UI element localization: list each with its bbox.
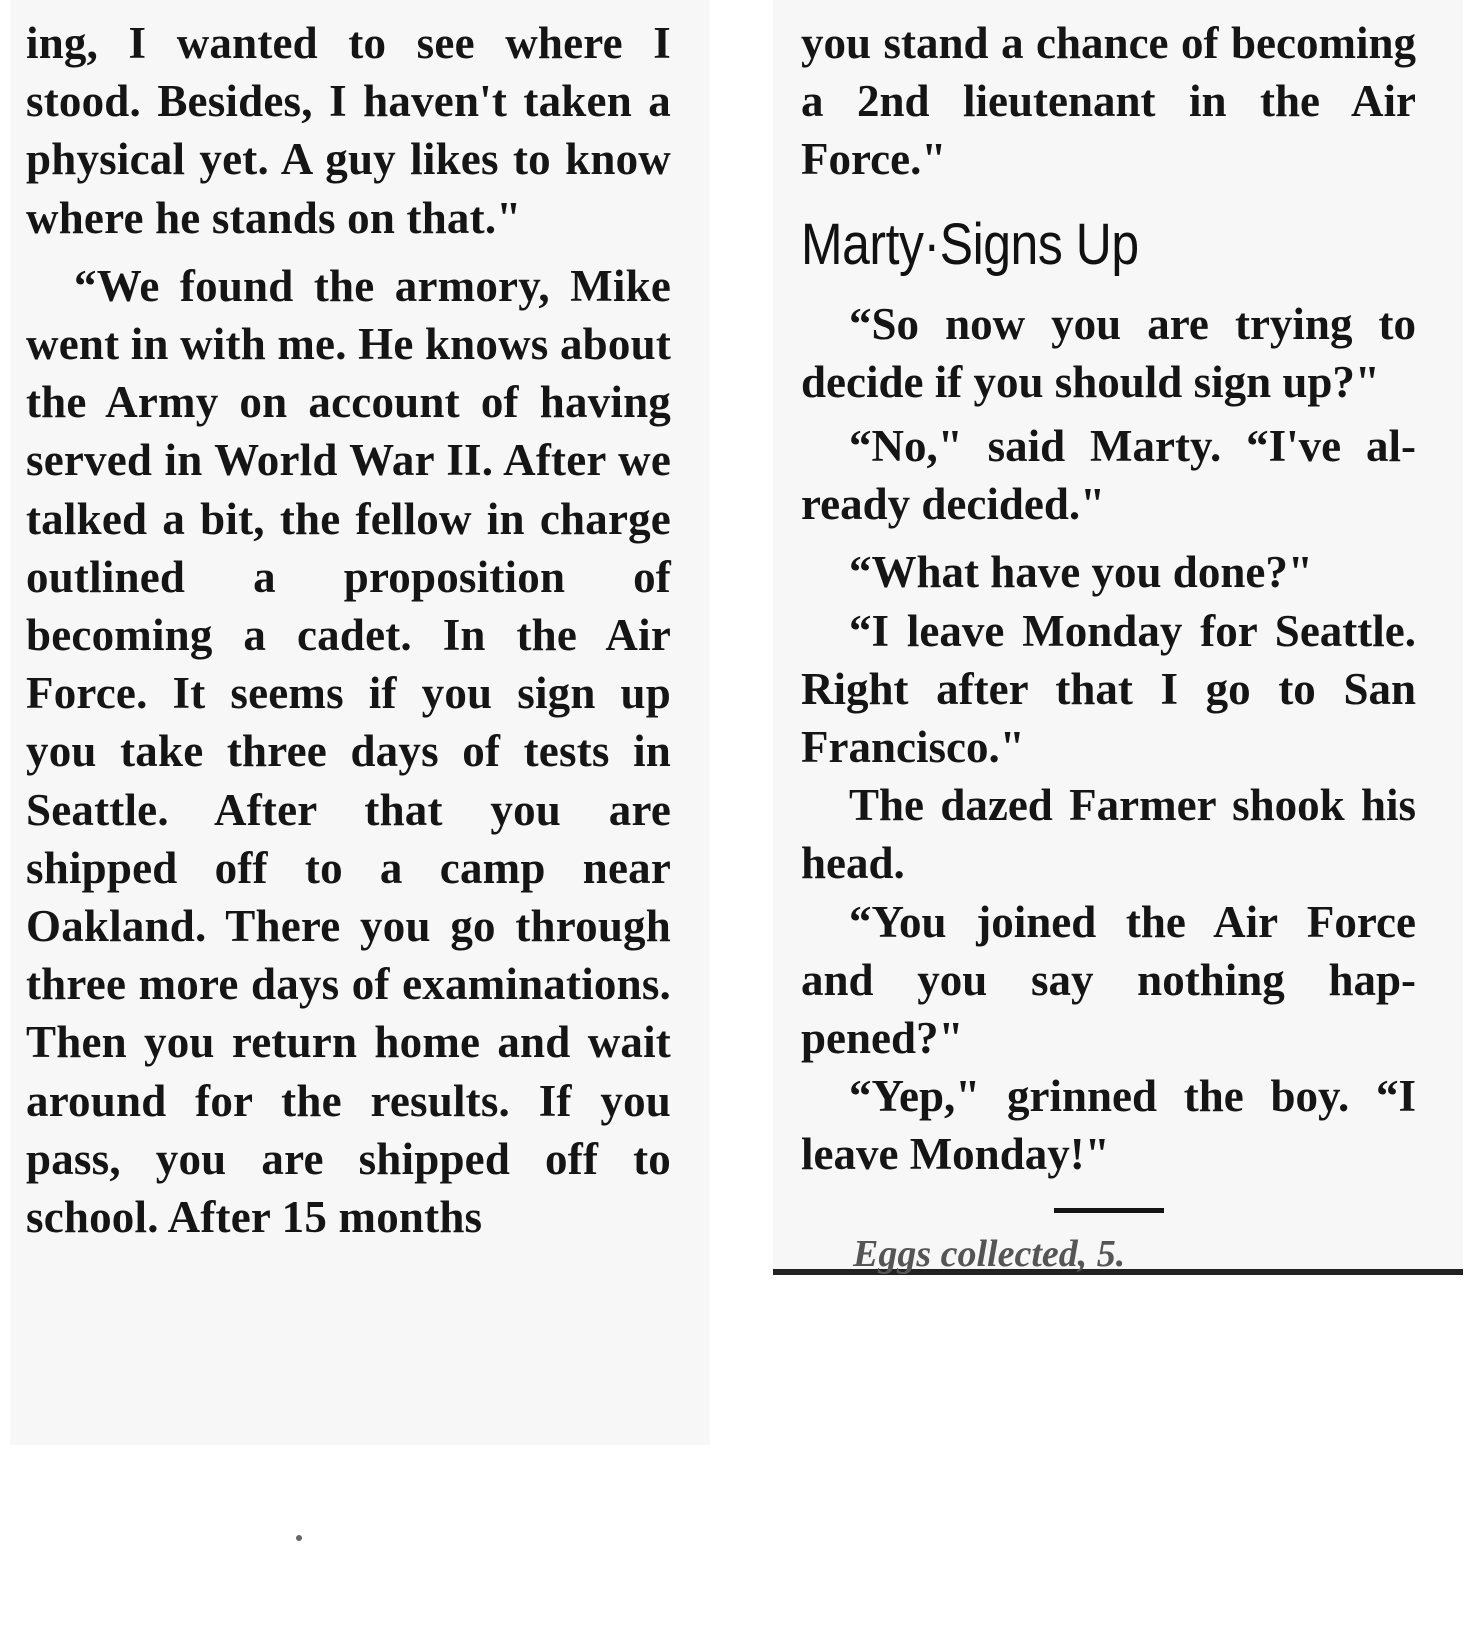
paragraph: ing, I wanted to see where I stood. Besides, I haven't taken a physical yet. A guy likes to know where he stands on that." [26,18,671,243]
paragraph: “You joined the Air Force and you say nothing happened?" [801,896,1416,1064]
paragraph: “No," said Marty. “I've already decided." [801,421,1416,530]
section-headline: Marty·Signs Up [801,211,1139,277]
paragraph: The dazed Farmer shook his head. [801,780,1416,889]
paragraph: you stand a chance of becoming a 2nd lieutenant in the Air Force." [801,18,1416,185]
paragraph: “Yep," grinned the boy. “I leave Monday!" [801,1071,1416,1180]
paragraph: “What have you done?" [849,547,1313,598]
eggs-collected-tagline: Eggs collected, 5. [853,1232,1126,1275]
paragraph: “So now you are trying to decide if you should sign up?" [801,298,1416,407]
paragraph: “I leave Monday for Seattle. Right after that I go to San Francisco." [801,605,1416,773]
article-column-right [801,14,1416,1277]
paragraph: “We found the armory, Mike went in with me. He knows about the Army on account of having served in World War II. After we talked a bit, the fellow in charge outlined a proposition of becoming a cadet. In the Air Force. It seems if you sign up you take three days of tests in Seattle. After that you are shipped off to a camp near Oakland. There you go through three more days of examinations. Then you return home and wait around for the results. If you pass, you are shipped off to school. After 15 months [26,260,672,1243]
article-column-left [26,14,671,1246]
print-speck [296,1535,302,1541]
section-divider [1054,1208,1164,1213]
